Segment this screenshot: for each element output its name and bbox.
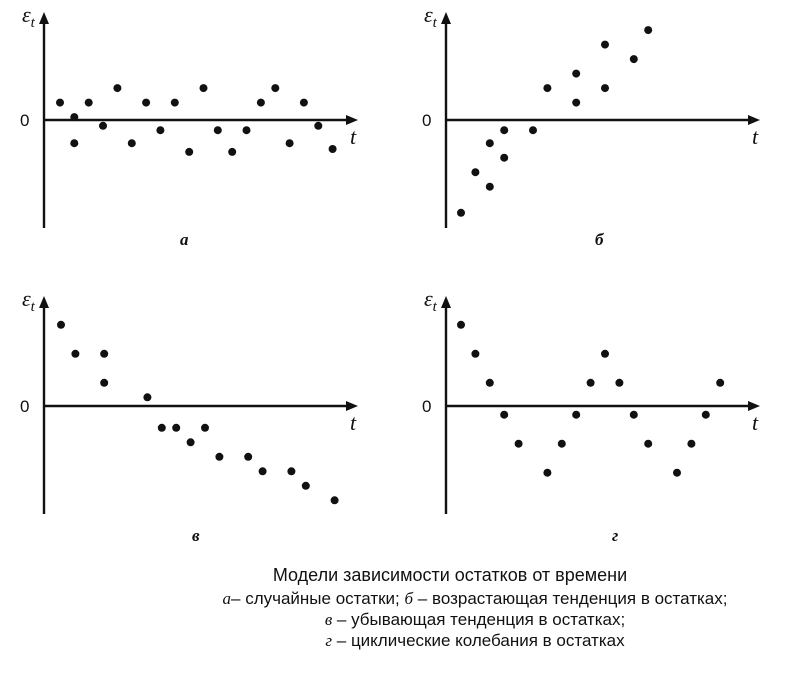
data-point bbox=[187, 438, 195, 446]
y-axis-arrow bbox=[39, 12, 49, 24]
data-point bbox=[486, 379, 494, 387]
caption-line-3 bbox=[150, 630, 800, 651]
data-point bbox=[128, 139, 136, 147]
data-point bbox=[56, 99, 64, 107]
data-point bbox=[243, 126, 251, 134]
data-point bbox=[500, 126, 508, 134]
panel-a bbox=[20, 2, 358, 249]
data-point bbox=[113, 84, 121, 92]
caption-text-v: – убывающая тенденция в остатках; bbox=[332, 610, 626, 629]
data-point bbox=[543, 469, 551, 477]
y-axis-label: $\varepsilon_t$ bbox=[424, 2, 437, 31]
data-point bbox=[630, 55, 638, 63]
figure-caption bbox=[0, 562, 800, 651]
data-point bbox=[99, 122, 107, 130]
data-point bbox=[716, 379, 724, 387]
data-point bbox=[486, 183, 494, 191]
data-point bbox=[572, 411, 580, 419]
data-point bbox=[500, 154, 508, 162]
panel-b bbox=[422, 2, 760, 249]
caption-letter-g: г bbox=[325, 631, 333, 650]
data-point bbox=[572, 70, 580, 78]
data-point bbox=[286, 139, 294, 147]
y-axis-label: $\varepsilon_t$ bbox=[22, 286, 35, 315]
data-point bbox=[100, 379, 108, 387]
data-point bbox=[601, 41, 609, 49]
y-axis-label: $\varepsilon_t$ bbox=[424, 286, 437, 315]
data-point bbox=[630, 411, 638, 419]
data-point bbox=[57, 321, 65, 329]
caption-text-g: – циклические колебания в остатках bbox=[332, 631, 625, 650]
zero-tick-label: 0 bbox=[20, 111, 30, 130]
data-point bbox=[142, 99, 150, 107]
x-axis-label: t bbox=[752, 124, 759, 149]
data-point bbox=[215, 453, 223, 461]
y-axis-arrow bbox=[441, 296, 451, 308]
data-point bbox=[200, 84, 208, 92]
panel-letter: а bbox=[180, 230, 189, 249]
data-point bbox=[287, 467, 295, 475]
data-point bbox=[171, 99, 179, 107]
caption-letter-v: в bbox=[324, 610, 333, 629]
data-point bbox=[687, 440, 695, 448]
caption-text-b: – возрастающая тенденция в остатках; bbox=[413, 589, 728, 608]
data-point bbox=[558, 440, 566, 448]
panel-v bbox=[20, 286, 358, 545]
zero-tick-label: 0 bbox=[20, 397, 30, 416]
data-point bbox=[100, 350, 108, 358]
data-point bbox=[244, 453, 252, 461]
data-point bbox=[201, 424, 209, 432]
data-point bbox=[500, 411, 508, 419]
data-point bbox=[601, 350, 609, 358]
data-point bbox=[515, 440, 523, 448]
data-point bbox=[70, 139, 78, 147]
data-point bbox=[529, 126, 537, 134]
panel-letter: в bbox=[192, 526, 200, 545]
data-point bbox=[457, 321, 465, 329]
caption-line-2 bbox=[150, 609, 800, 630]
data-point bbox=[259, 467, 267, 475]
data-point bbox=[601, 84, 609, 92]
data-point bbox=[471, 168, 479, 176]
data-point bbox=[572, 99, 580, 107]
data-point bbox=[228, 148, 236, 156]
data-point bbox=[329, 145, 337, 153]
data-point bbox=[185, 148, 193, 156]
data-point bbox=[486, 139, 494, 147]
zero-tick-label: 0 bbox=[422, 111, 432, 130]
data-point bbox=[70, 113, 78, 121]
data-point bbox=[156, 126, 164, 134]
data-point bbox=[471, 350, 479, 358]
caption-title: Модели зависимости остатков от времени bbox=[272, 565, 628, 585]
data-point bbox=[331, 496, 339, 504]
data-point bbox=[158, 424, 166, 432]
data-point bbox=[644, 26, 652, 34]
x-axis-label: t bbox=[350, 410, 357, 435]
data-point bbox=[644, 440, 652, 448]
panel-g bbox=[422, 286, 760, 545]
caption-letter-a: а bbox=[222, 589, 232, 608]
data-point bbox=[543, 84, 551, 92]
x-axis-label: t bbox=[350, 124, 357, 149]
data-point bbox=[615, 379, 623, 387]
panel-letter: б bbox=[595, 230, 604, 249]
data-point bbox=[457, 209, 465, 217]
zero-tick-label: 0 bbox=[422, 397, 432, 416]
caption-letter-b: б bbox=[404, 589, 414, 608]
data-point bbox=[143, 393, 151, 401]
y-axis-arrow bbox=[441, 12, 451, 24]
data-point bbox=[85, 99, 93, 107]
data-point bbox=[300, 99, 308, 107]
data-point bbox=[271, 84, 279, 92]
data-point bbox=[587, 379, 595, 387]
caption-text-a: – случайные остатки; bbox=[231, 589, 405, 608]
data-point bbox=[702, 411, 710, 419]
data-point bbox=[314, 122, 322, 130]
panel-letter: г bbox=[612, 526, 619, 545]
data-point bbox=[214, 126, 222, 134]
data-point bbox=[673, 469, 681, 477]
caption-line-1 bbox=[150, 588, 800, 609]
y-axis-label: $\varepsilon_t$ bbox=[22, 2, 35, 31]
y-axis-arrow bbox=[39, 296, 49, 308]
x-axis-label: t bbox=[752, 410, 759, 435]
data-point bbox=[71, 350, 79, 358]
data-point bbox=[172, 424, 180, 432]
data-point bbox=[302, 482, 310, 490]
data-point bbox=[257, 99, 265, 107]
